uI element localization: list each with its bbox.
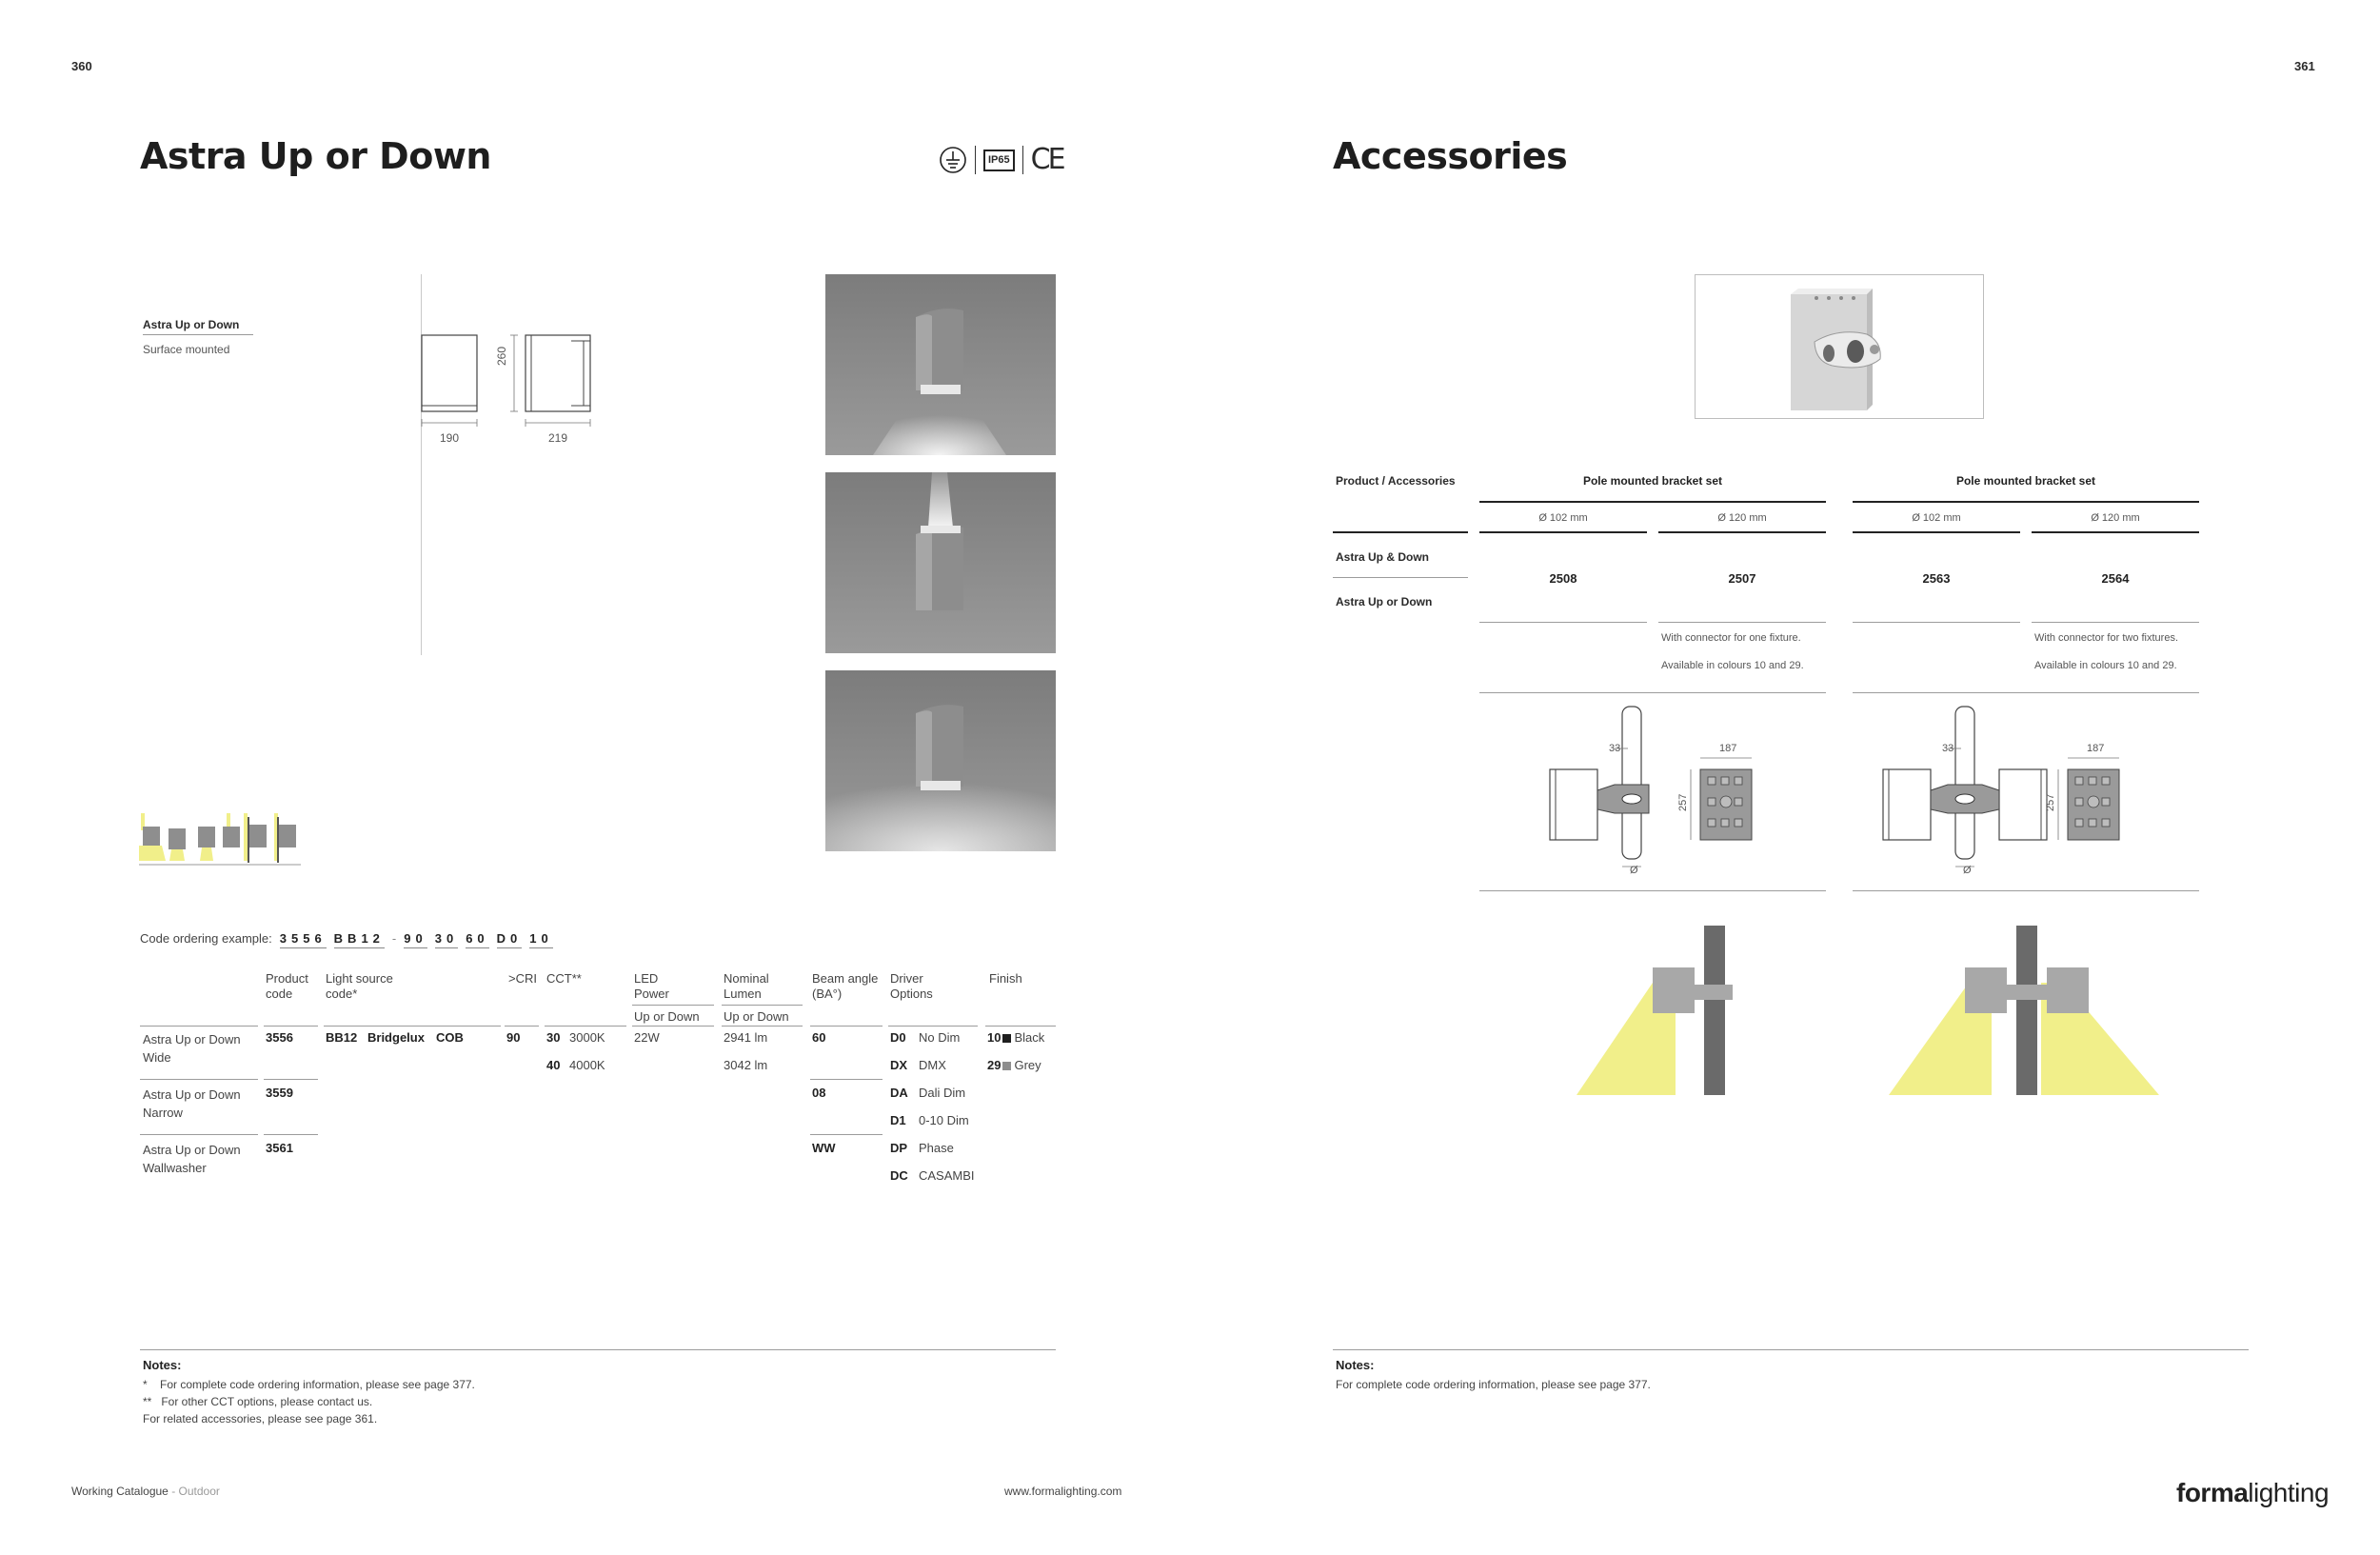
product-photo-down <box>825 274 1056 455</box>
notes-title: Notes: <box>1336 1358 1375 1372</box>
bracket-dim: 33 <box>1942 743 1954 754</box>
subheader-lumen: Up or Down <box>724 1009 789 1024</box>
table-row-product-code: 3559 <box>266 1086 293 1100</box>
cct-code: 40 <box>546 1058 561 1072</box>
notes-right <box>1336 1358 1651 1393</box>
code-part-cri: 90 <box>404 931 426 948</box>
finish-option <box>987 1058 1041 1072</box>
bracket-dim: 257 <box>1677 793 1689 811</box>
driver-label: DMX <box>919 1058 946 1072</box>
dimension-height: 260 <box>495 346 508 366</box>
driver-label: CASAMBI <box>919 1168 975 1183</box>
finish-swatch-black <box>1002 1034 1011 1043</box>
notes-title: Notes: <box>143 1358 182 1372</box>
accessory-diameter: Ø 102 mm <box>1912 512 1961 524</box>
bracket-dim: Ø <box>1630 865 1638 876</box>
page-title: Accessories <box>1333 135 1568 177</box>
header-led-power: LED Power <box>634 971 669 1001</box>
lumen-value: 3042 lm <box>724 1058 768 1072</box>
pole-light-illustration-single <box>1571 922 1761 1099</box>
finish-label: Black <box>1014 1030 1045 1045</box>
bracket-drawing-double <box>1866 703 2152 884</box>
row-label: Astra Up or Down <box>1336 595 1433 608</box>
code-ordering-example: Code ordering example: 3556 BB12 - 90 30 60 D0 10 <box>140 931 553 948</box>
accessory-diameter: Ø 120 mm <box>2091 512 2140 524</box>
bracket-dim: Ø <box>1963 865 1972 876</box>
light-source-name: Bridgelux <box>367 1030 425 1045</box>
accessory-note: Available in colours 10 and 29. <box>1661 660 1804 671</box>
row-label: Astra Up & Down <box>1336 550 1430 564</box>
bracket-drawing-single <box>1533 703 1818 884</box>
header-cct: CCT** <box>546 971 582 986</box>
table-row-product-name: Astra Up or Down Wallwasher <box>143 1143 241 1175</box>
bracket-dim: 187 <box>2087 743 2105 754</box>
bracket-dim: 187 <box>1719 743 1737 754</box>
code-part-finish: 10 <box>529 931 552 948</box>
finish-code: 29 <box>987 1058 1002 1072</box>
accessory-note: With connector for two fixtures. <box>2034 632 2178 644</box>
code-example-label: Code ordering example: <box>140 931 272 946</box>
header-beam-angle: Beam angle (BA°) <box>812 971 879 1001</box>
footer-catalogue-label: Working Catalogue <box>71 1485 169 1498</box>
bracket-dim: 33 <box>1609 743 1621 754</box>
beam-value: 08 <box>812 1086 826 1100</box>
cri-value: 90 <box>506 1030 521 1045</box>
brand-logo: formalighting <box>2176 1478 2330 1507</box>
ip-rating-icon: IP65 <box>983 150 1015 171</box>
driver-code: DC <box>890 1168 908 1183</box>
table-row-product-code: 3556 <box>266 1030 293 1045</box>
table-row-product-name: Astra Up or Down Wide <box>143 1032 241 1065</box>
finish-label: Grey <box>1014 1058 1041 1072</box>
page-title: Astra Up or Down <box>140 135 491 177</box>
driver-label: Dali Dim <box>919 1086 966 1100</box>
note-line: For related accessories, please see page 361. <box>143 1412 378 1425</box>
note-line: ** For other CCT options, please contact us. <box>143 1395 373 1408</box>
accessory-note: With connector for one fixture. <box>1661 632 1801 644</box>
page-number-right: 361 <box>2294 59 2315 73</box>
driver-code: DA <box>890 1086 908 1100</box>
table-row-product-code: 3561 <box>266 1141 293 1155</box>
ce-mark-icon: CE <box>1030 143 1063 176</box>
pole-light-illustration-double <box>1883 922 2169 1099</box>
divider <box>1022 146 1023 174</box>
product-label-block <box>143 318 253 356</box>
finish-swatch-grey <box>1002 1062 1011 1070</box>
driver-label: Phase <box>919 1141 954 1155</box>
accessory-diameter: Ø 120 mm <box>1717 512 1767 524</box>
finish-code: 10 <box>987 1030 1002 1045</box>
finish-option <box>987 1030 1044 1045</box>
product-label: Astra Up or Down <box>143 318 253 335</box>
driver-code: D1 <box>890 1113 906 1127</box>
accessory-code: 2508 <box>1549 571 1577 586</box>
code-part-driver: D0 <box>497 931 523 948</box>
beam-options-icon <box>139 811 303 867</box>
dimension-width-front: 190 <box>440 431 460 445</box>
code-part-product: 3556 <box>280 931 327 948</box>
driver-code: D0 <box>890 1030 906 1045</box>
header-light-source: Light source code* <box>326 971 393 1001</box>
product-photo-up <box>825 472 1056 653</box>
header-finish: Finish <box>989 971 1022 986</box>
header-driver-options: Driver Options <box>890 971 933 1001</box>
footer-website-link[interactable]: www.formalighting.com <box>1004 1485 1122 1498</box>
light-source-code: BB12 <box>326 1030 358 1045</box>
beam-value: WW <box>812 1141 836 1155</box>
note-line: * For complete code ordering information, please see page 377. <box>143 1378 475 1391</box>
light-source-type: COB <box>436 1030 464 1045</box>
lumen-value: 2941 lm <box>724 1030 768 1045</box>
notes-left <box>143 1358 475 1427</box>
footer-section: Outdoor <box>178 1485 220 1498</box>
header-product-code: Product code <box>266 971 308 1001</box>
page-number-left: 360 <box>71 59 92 73</box>
footer-catalogue: Working Catalogue - Outdoor <box>71 1485 220 1498</box>
accessory-group-title: Pole mounted bracket set <box>1955 474 2096 488</box>
divider <box>975 146 976 174</box>
cct-label: 4000K <box>569 1058 605 1072</box>
header-cri: >CRI <box>508 971 537 986</box>
accessory-photo <box>1695 274 1984 419</box>
cct-label: 3000K <box>569 1030 605 1045</box>
header-nominal-lumen: Nominal Lumen <box>724 971 769 1001</box>
row-header-products: Product / Accessories <box>1336 474 1456 488</box>
driver-label: No Dim <box>919 1030 961 1045</box>
accessory-code: 2564 <box>2101 571 2130 586</box>
certification-icons <box>939 143 1063 176</box>
driver-label: 0-10 Dim <box>919 1113 969 1127</box>
code-part-cct: 30 <box>435 931 458 948</box>
product-photo-wallwasher <box>825 670 1056 851</box>
accessory-group-title: Pole mounted bracket set <box>1582 474 1723 488</box>
accessory-code: 2507 <box>1728 571 1756 586</box>
code-part-beam: 60 <box>466 931 488 948</box>
led-power-value: 22W <box>634 1030 660 1045</box>
code-part-light-source: BB12 <box>334 931 385 948</box>
dimension-width-side: 219 <box>548 431 568 445</box>
note-line: For complete code ordering information, please see page 377. <box>1336 1378 1651 1391</box>
subheader-power: Up or Down <box>634 1009 700 1024</box>
driver-code: DP <box>890 1141 908 1155</box>
table-row-product-name: Astra Up or Down Narrow <box>143 1087 241 1120</box>
earth-ground-icon <box>939 146 967 174</box>
driver-code: DX <box>890 1058 908 1072</box>
accessory-diameter: Ø 102 mm <box>1538 512 1588 524</box>
accessory-code: 2563 <box>1922 571 1951 586</box>
bracket-dim: 257 <box>2045 793 2056 811</box>
beam-value: 60 <box>812 1030 826 1045</box>
cct-code: 30 <box>546 1030 561 1045</box>
product-sublabel: Surface mounted <box>143 343 230 356</box>
accessory-note: Available in colours 10 and 29. <box>2034 660 2177 671</box>
